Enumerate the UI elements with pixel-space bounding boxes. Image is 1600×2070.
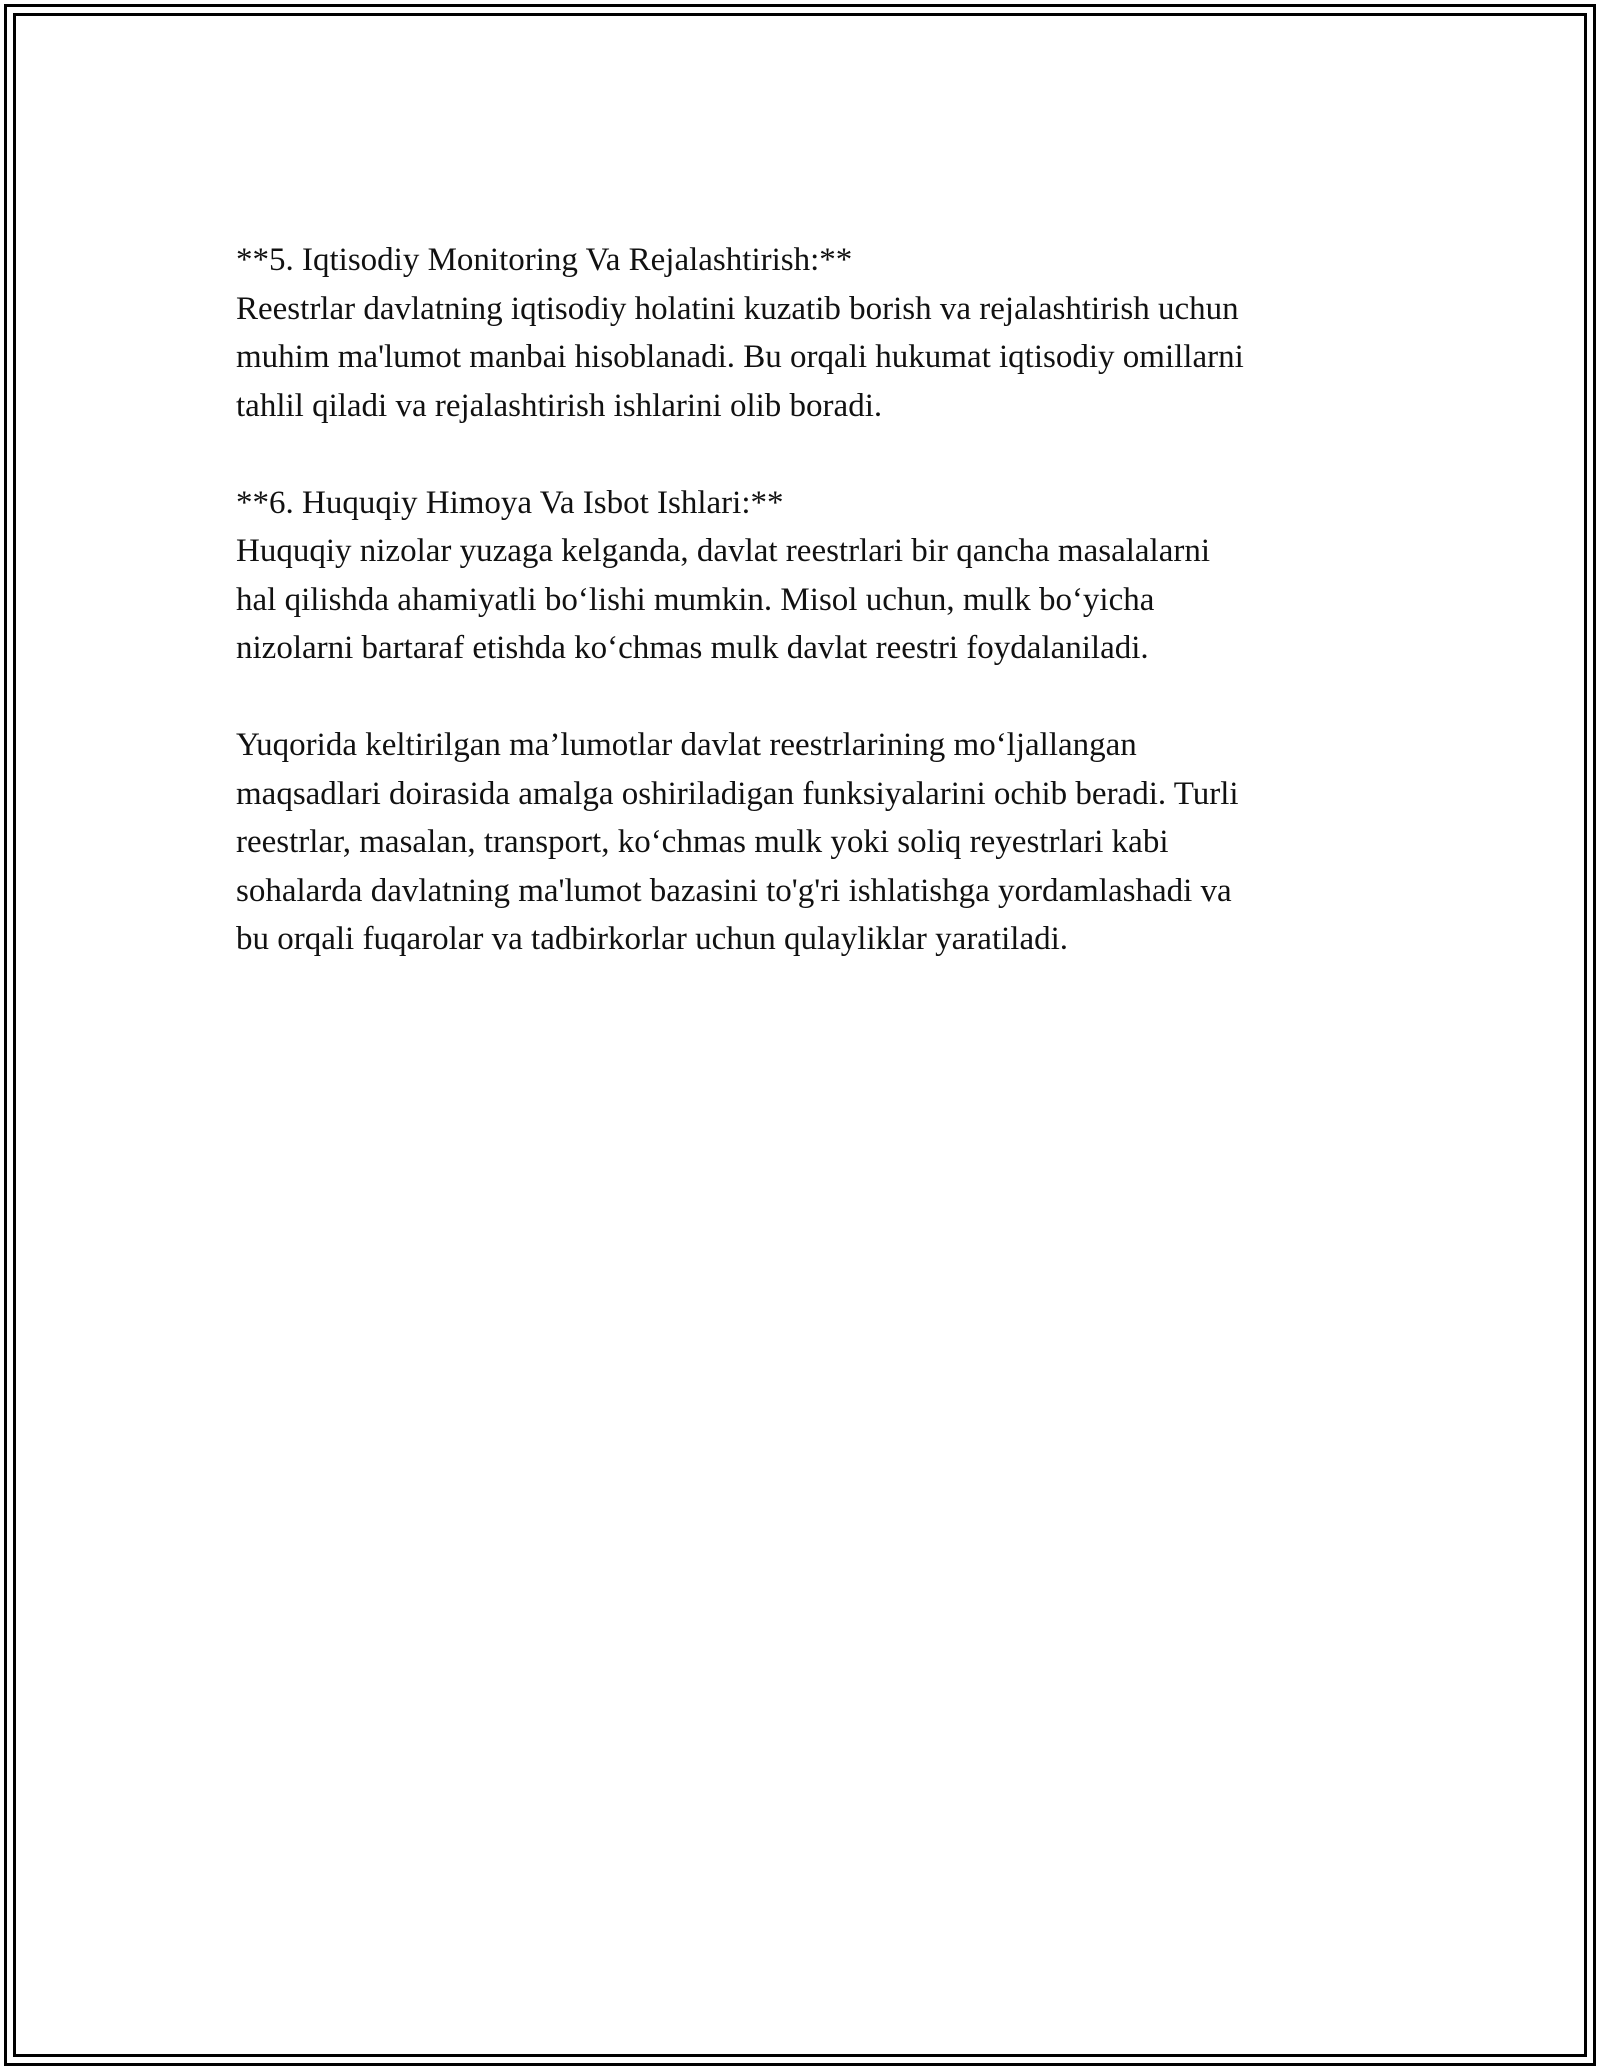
section-heading-text: **6. Huquqiy Himoya Va Isbot Ishlari:** bbox=[236, 484, 784, 521]
paragraph-line: sohalarda davlatning ma'lumot bazasini to'g'ri ishlatishga yordamlashadi va bbox=[236, 872, 1232, 909]
paragraph-line: Reestrlar davlatning iqtisodiy holatini kuzatib borish va rejalashtirish uchun bbox=[236, 290, 1239, 327]
conclusion-paragraph bbox=[236, 721, 1386, 964]
section-economic-monitoring bbox=[236, 236, 1386, 430]
paragraph-line: muhim ma'lumot manbai hisoblanadi. Bu orqali hukumat iqtisodiy omillarni bbox=[236, 339, 1244, 375]
paragraph-line: hal qilishda ahamiyatli bo‘lishi mumkin. Misol uchun, mulk bo‘yicha bbox=[236, 581, 1155, 618]
section-conclusion bbox=[236, 721, 1386, 964]
paragraph-line: Yuqorida keltirilgan ma’lumotlar davlat reestrlarining mo‘ljallangan bbox=[236, 727, 1137, 763]
section-legal-protection bbox=[236, 479, 1386, 673]
paragraph-line: tahlil qiladi va rejalashtirish ishlarini olib boradi. bbox=[236, 387, 883, 424]
document-body bbox=[236, 236, 1386, 1012]
section-heading bbox=[236, 479, 1386, 673]
section-heading bbox=[236, 236, 1386, 430]
paragraph-line: Huquqiy nizolar yuzaga kelganda, davlat reestrlari bir qancha masalalarni bbox=[236, 533, 1210, 569]
paragraph-line: nizolarni bartaraf etishda ko‘chmas mulk davlat reestri foydalaniladi. bbox=[236, 630, 1149, 666]
paragraph-line: bu orqali fuqarolar va tadbirkorlar uchun qulayliklar yaratiladi. bbox=[236, 921, 1069, 957]
paragraph-line: reestrlar, masalan, transport, ko‘chmas mulk yoki soliq reyestrlari kabi bbox=[236, 824, 1169, 860]
section-heading-text: **5. Iqtisodiy Monitoring Va Rejalashtirish:** bbox=[236, 242, 853, 278]
paragraph-line: maqsadlari doirasida amalga oshiriladigan funksiyalarini ochib beradi. Turli bbox=[236, 775, 1239, 812]
